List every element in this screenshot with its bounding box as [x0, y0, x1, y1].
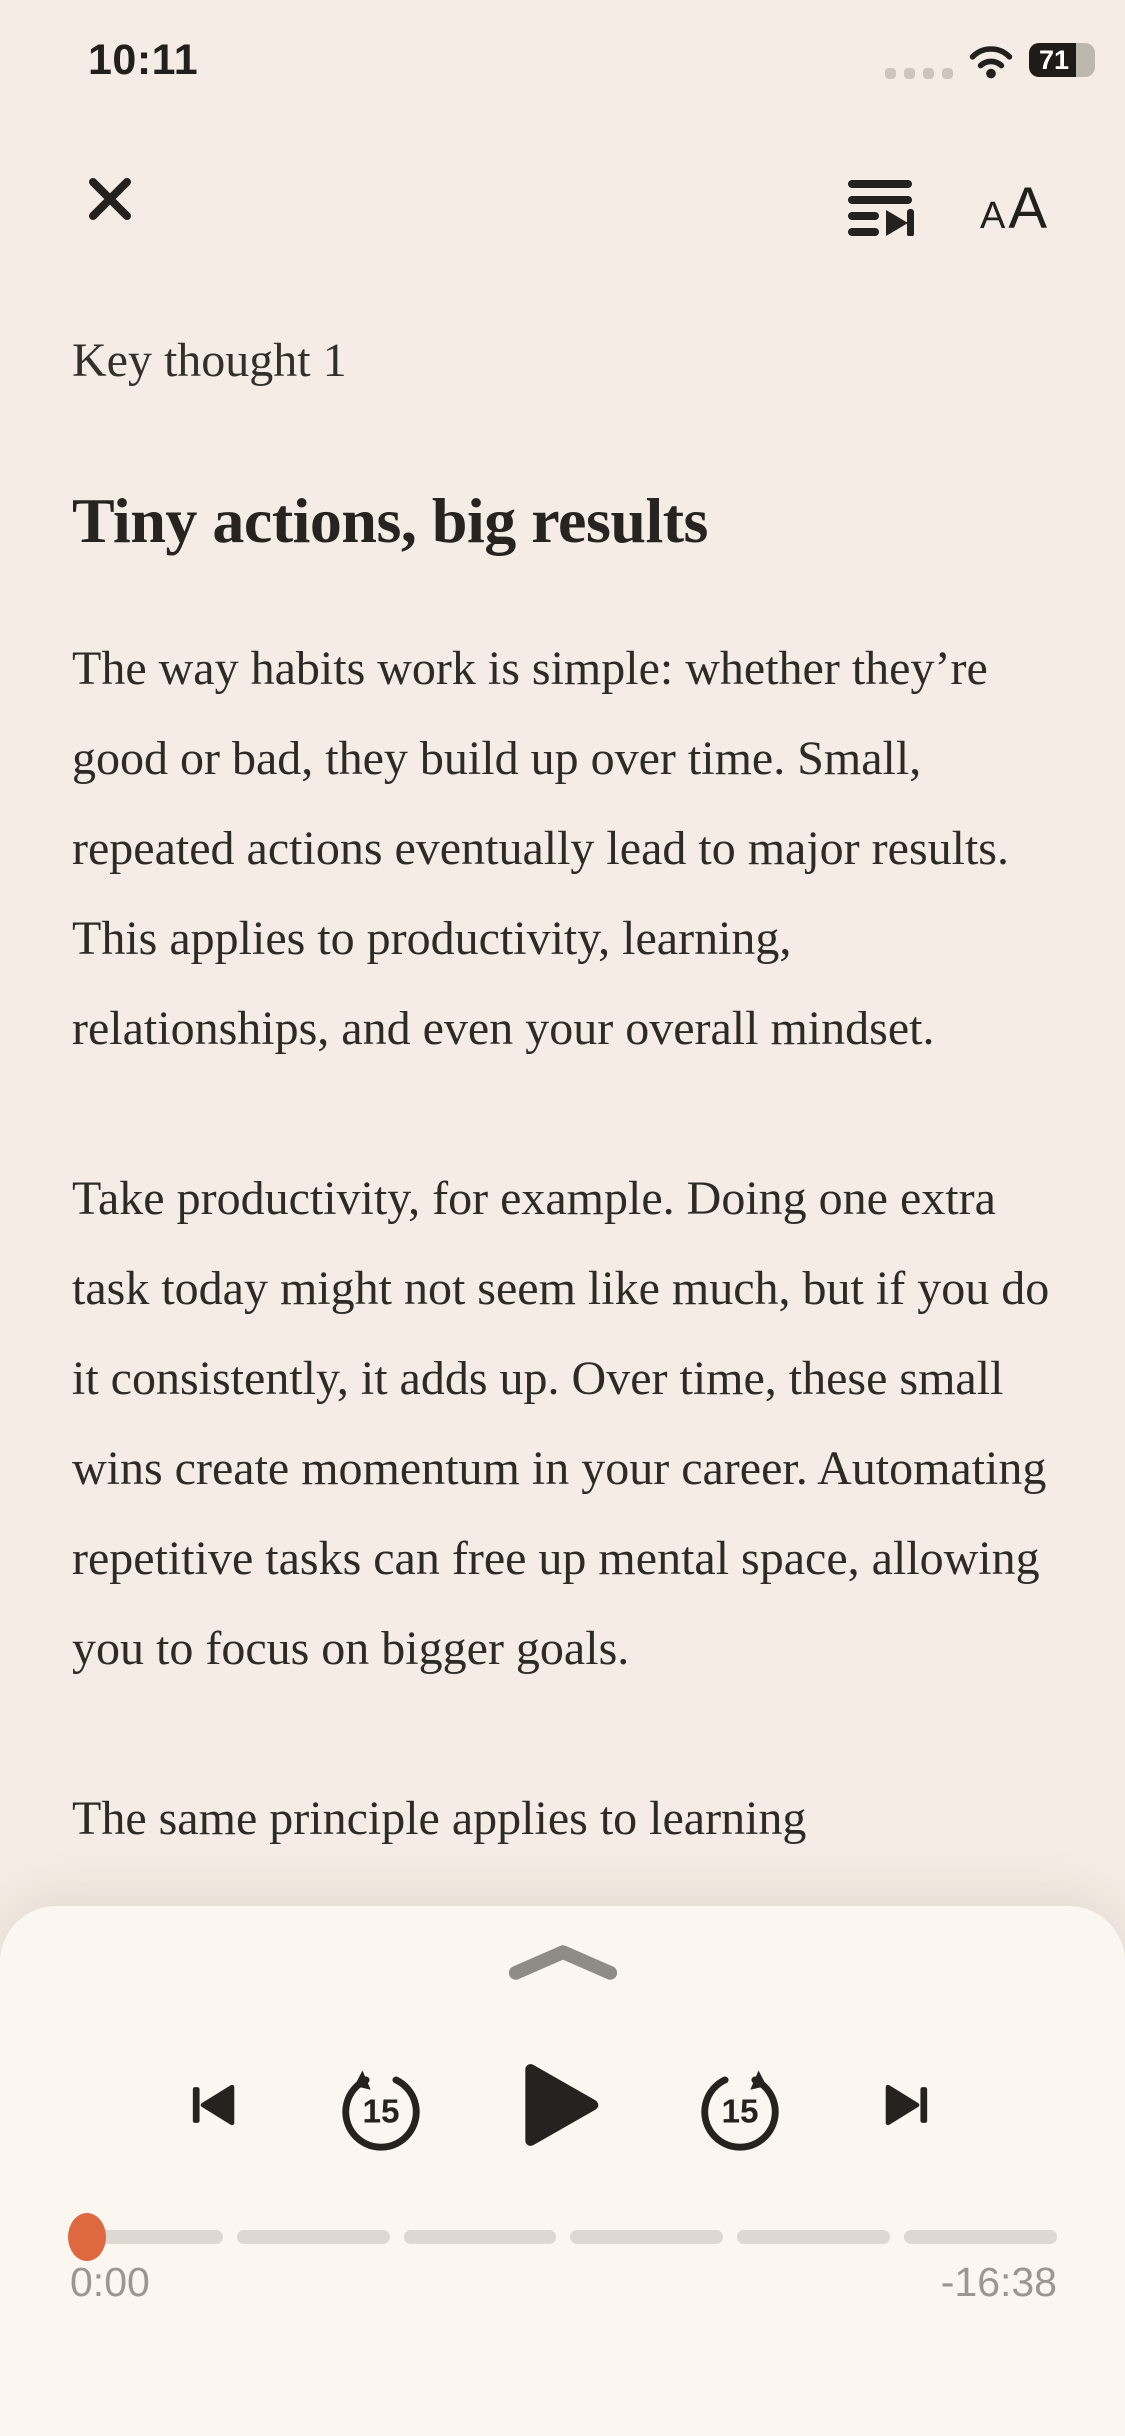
chapter-kicker: Key thought 1	[72, 334, 347, 387]
text-size-button[interactable]: A A	[979, 175, 1047, 241]
status-icons	[885, 28, 1092, 92]
play-button[interactable]	[520, 2059, 600, 2151]
close-x-icon	[85, 174, 135, 224]
chevron-up-icon	[504, 1940, 622, 1984]
paragraph: The way habits work is simple: whether they’re good or bad, they build up over time. Small, repeated actions eventually lead to major results. This applies to productivity, learning, relationships, and even your overall mindset.	[72, 642, 1009, 1055]
progress-segment	[570, 2230, 723, 2244]
progress-knob[interactable]	[68, 2213, 106, 2261]
battery-icon	[1029, 43, 1092, 77]
sheet-expand-handle[interactable]	[504, 1940, 622, 1984]
progress-segment	[737, 2230, 890, 2244]
close-button[interactable]	[85, 174, 135, 224]
playback-controls	[185, 2053, 935, 2157]
playback-queue-icon	[848, 180, 914, 236]
svg-text:15: 15	[720, 2093, 759, 2131]
progress-slider[interactable]	[70, 2213, 1057, 2261]
paragraph: The same principle applies to learning	[72, 1792, 807, 1845]
cellular-signal-icon	[885, 42, 953, 79]
rewind-15-button[interactable]	[332, 2056, 430, 2154]
queue-button[interactable]	[848, 180, 914, 236]
text-size-aa-icon: A	[979, 194, 1006, 237]
clock: 10:11	[88, 36, 199, 84]
time-labels	[70, 2259, 1057, 2305]
svg-text:15: 15	[361, 2093, 400, 2131]
rewind-15-icon	[332, 2056, 430, 2154]
skip-previous-button[interactable]	[185, 2077, 241, 2133]
reader-toolbar	[85, 166, 1047, 250]
status-bar	[0, 28, 1125, 92]
paragraph: Take productivity, for example. Doing one extra task today might not seem like much, but if you do it consistently, it adds up. Over time, these small wins create momentum in your career. Automating repetitive tasks can free up mental space, allowing you to focus on bigger goals.	[72, 1172, 1050, 1675]
progress-segment	[404, 2230, 557, 2244]
skip-next-icon	[879, 2077, 935, 2133]
progress-track	[70, 2230, 1057, 2244]
remaining-time: -16:38	[940, 2259, 1057, 2305]
play-icon	[520, 2059, 600, 2151]
elapsed-time: 0:00	[70, 2259, 150, 2305]
chapter-title: Tiny actions, big results	[72, 485, 708, 556]
forward-15-icon	[691, 2056, 789, 2154]
wifi-icon	[967, 41, 1015, 79]
skip-next-button[interactable]	[879, 2077, 935, 2133]
progress-segment	[904, 2230, 1057, 2244]
audio-player-sheet	[0, 1906, 1125, 2436]
forward-15-button[interactable]	[691, 2056, 789, 2154]
skip-previous-icon	[185, 2077, 241, 2133]
battery-percent: 71	[1038, 44, 1070, 75]
progress-segment	[237, 2230, 390, 2244]
